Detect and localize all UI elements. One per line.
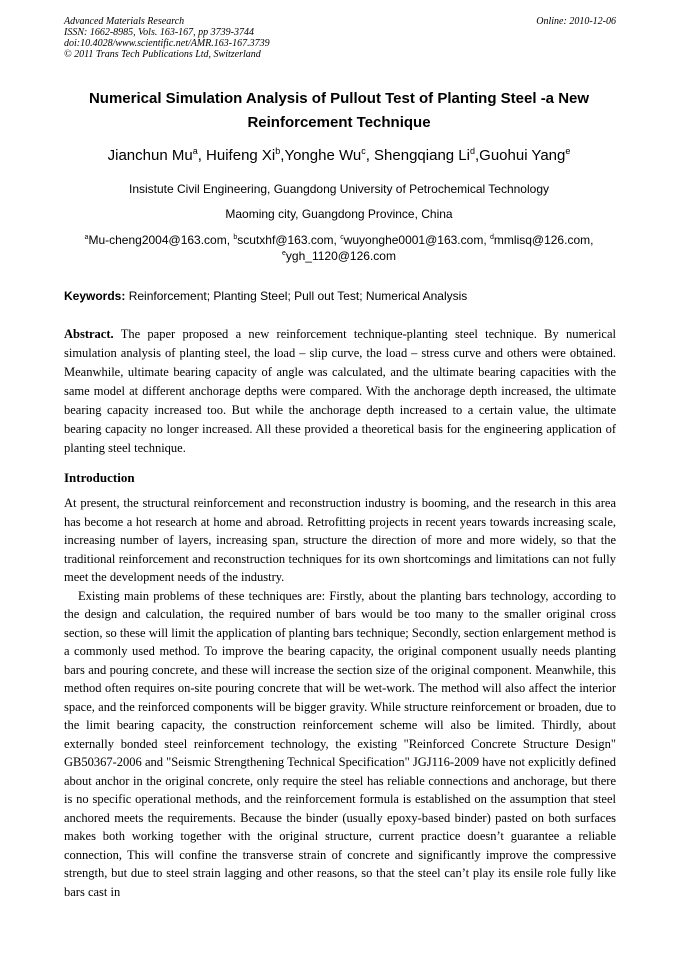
keywords <box>64 288 616 304</box>
author-sep: , <box>197 147 207 164</box>
email-sep: , <box>226 233 234 247</box>
copyright-line: © 2011 Trans Tech Publications Ltd, Switzerland <box>64 49 261 60</box>
author-sup: d <box>469 146 475 156</box>
abstract-text: The paper proposed a new reinforcement technique-planting steel technique. By numerical simulation analysis of planting steel, the load – slip curve, the load – stress curve and others were obtained. Meanwhile, ultimate bearing capacity of angle was calculated, and the ultimate bearing capacities with the same model at different anchorage depths were compared. With the anchorage depth increased, the ultimate bearing capacity increased too. But while the anchorage depth increased to a certain value, the ultimate bearing capacity no longer increased. All these provided a theoretical basis for the engineering application of planting steel technique. <box>64 327 616 455</box>
author-name: Guohui Yang <box>479 147 566 164</box>
author-sup: a <box>192 146 198 156</box>
email-sup: a <box>84 234 89 241</box>
author-sup: e <box>565 146 571 156</box>
email-address: scutxhf@163.com <box>237 233 334 247</box>
title-line-1: Numerical Simulation Analysis of Pullout Test of Planting Steel -a New <box>88 90 590 107</box>
author-sup: c <box>361 146 366 156</box>
author-name: Huifeng Xi <box>206 147 276 164</box>
author-name: Jianchun Mu <box>107 147 193 164</box>
author-sep: , <box>474 147 480 164</box>
email-list <box>52 232 626 264</box>
doi-line: doi:10.4028/www.scientific.net/AMR.163-167.3739 <box>64 38 270 49</box>
keywords-label: Keywords: <box>64 289 126 303</box>
introduction-body <box>64 494 616 901</box>
email-address: Mu-cheng2004@163.com <box>88 233 227 247</box>
intro-paragraph-2: Existing main problems of these techniques are: Firstly, about the planting bars technology, according to the design and calculation, the required number of bars would be too many to the smaller original cross section, so these will limit the application of planting bars technique; Secondly, section enlargement method is a commonly used method. To improve the bearing capacity, the original component usually needs planting bars and pouring concrete, and these will increase the section size of the original component. Meanwhile, this method often requires on-site pouring concrete that will be wet-work. The method will also affect the interior space, and the reinforced components will be bigger gravity. While structure reinforcement or broaden, due to the limit bearing capacity, the construction reinforcement scheme will also be limited. Thirdly, about externally bonded steel reinforcement technology, the existing "Reinforced Concrete Structure Design" GB50367-2006 and "Seismic Strengthening Technical Specification" JGJ116-2009 have not explicitly defined about anchor in the original concrete, only require the steel has reliable connections and anchorage, but there is no specific operational methods, and the reinforcement formula is established on the assumption that steel anchored meets the requirements. Because the binder (usually epoxy-based binder) pasted on both surfaces makes both working together with the original structure, current practice doesn’t guarantee a reliable connection, This will confine the transverse strain of concrete and significantly improve the compressive strength, but due to steel strain lagging and other reasons, so that the steel can’t play its ensile role fully like bars cast in <box>64 588 616 899</box>
journal-header <box>64 16 616 60</box>
journal-name: Advanced Materials Research <box>64 16 185 27</box>
author-list <box>40 146 638 166</box>
author-name: Shengqiang Li <box>374 147 470 164</box>
affiliation-institute: Insistute Civil Engineering, Guangdong University of Petrochemical Technology <box>128 182 549 196</box>
email-sep: , <box>483 233 490 247</box>
abstract-label: Abstract. <box>64 327 114 341</box>
email-address: wuyonghe0001@163.com <box>343 233 484 247</box>
email-sup: d <box>490 234 494 241</box>
paper-title <box>40 87 638 135</box>
online-date: Online: 2010-12-06 <box>536 16 616 27</box>
email-sep: , <box>333 233 341 247</box>
section-heading-introduction: Introduction <box>64 470 135 485</box>
email-sup: e <box>282 250 286 257</box>
keywords-text: Reinforcement; Planting Steel; Pull out Test; Numerical Analysis <box>125 289 468 303</box>
email-sup: c <box>340 234 344 241</box>
abstract <box>64 325 616 458</box>
author-sep: , <box>365 147 375 164</box>
author-sep: , <box>280 147 285 164</box>
email-sup: b <box>233 234 238 241</box>
author-name: Yonghe Wu <box>284 147 362 164</box>
issn-line: ISSN: 1662-8985, Vols. 163-167, pp 3739-3744 <box>64 27 254 38</box>
email-address: mmlisq@126.com, <box>493 233 594 247</box>
email-address: ygh_1120@126.com <box>285 249 396 263</box>
author-sup: b <box>275 146 281 156</box>
affiliation-location: Maoming city, Guangdong Province, China <box>225 207 453 221</box>
intro-paragraph-1: At present, the structural reinforcement and reconstruction industry is booming, and the research in this area has become a hot research at home and abroad. Retrofitting projects in recent years towards increasing scale, increasing number of layers, increasing span, structure the direction of more and more widely, so that the traditional reinforcement and reconstruction techniques for its own shortcomings and limitations can not fully meet the development needs of the industry. <box>64 496 616 584</box>
title-line-2: Reinforcement Technique <box>247 114 431 131</box>
